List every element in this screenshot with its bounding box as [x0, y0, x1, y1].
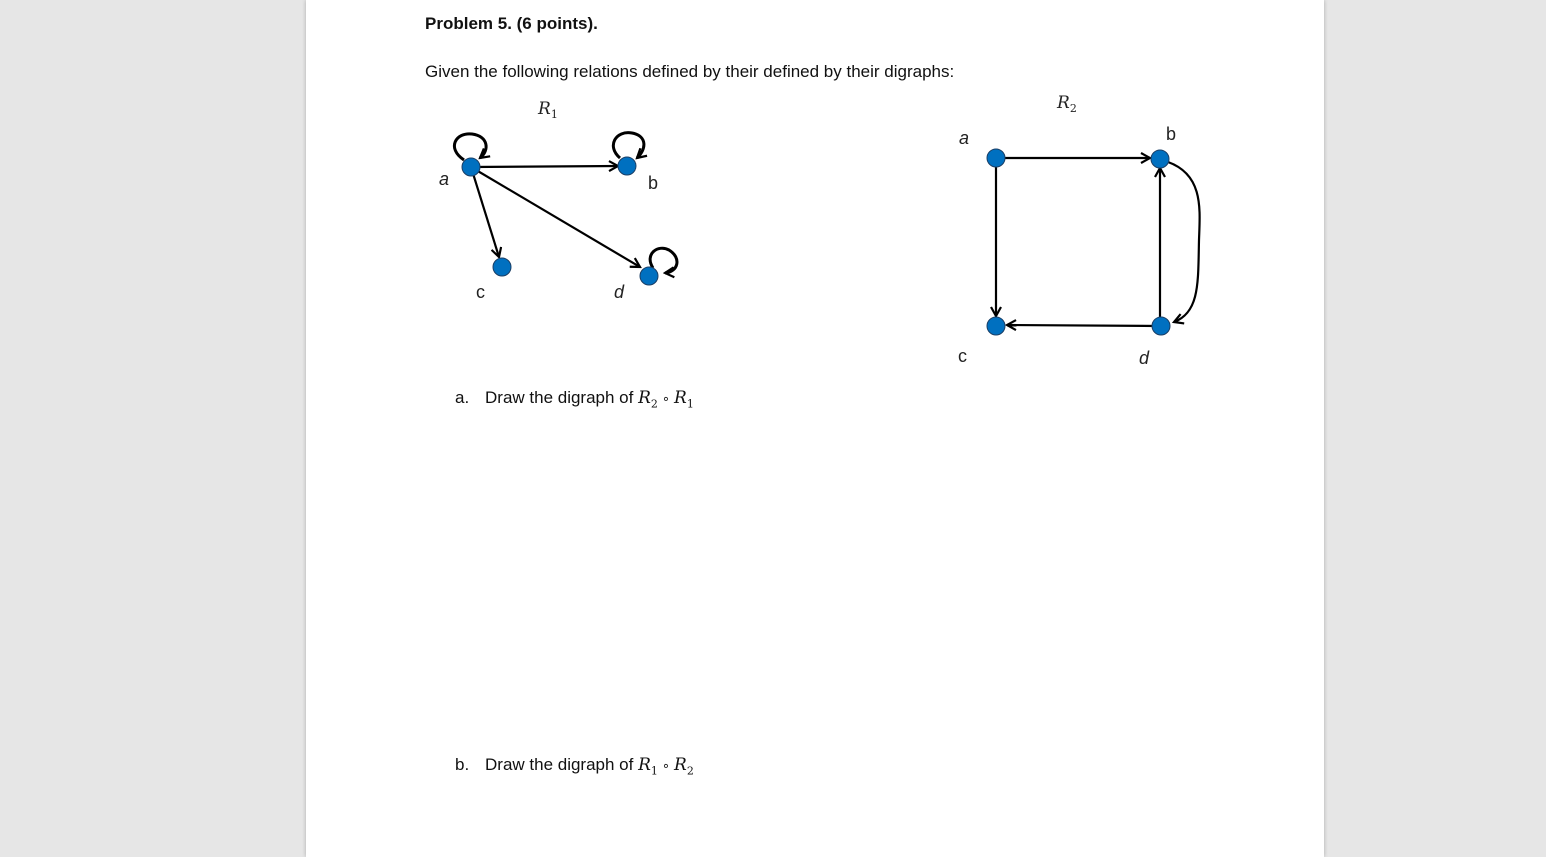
r1-title: $R_1$ [538, 99, 558, 121]
question-b [455, 755, 694, 777]
question-a [455, 388, 694, 410]
r1-label-d: d [614, 282, 625, 302]
r2-label-c: c [958, 346, 967, 366]
r2-label-b: b [1166, 124, 1177, 144]
r2-label-d: d [1139, 348, 1150, 368]
r2-node-b [1151, 150, 1169, 168]
r1-node-b [618, 157, 636, 175]
r1-edge-a-b [471, 166, 618, 167]
r1-node-c [493, 258, 511, 276]
question-b-text: Draw the digraph of [485, 755, 639, 774]
question-a-expression: $R_2$ ∘ $R_1$ [638, 388, 694, 411]
r1-node-d [640, 267, 658, 285]
question-a-letter: a. [455, 388, 470, 407]
question-b-expression: $R_1$ ∘ $R_2$ [638, 755, 694, 778]
r1-label-c: c [476, 282, 485, 302]
r2-edge-b-d [1168, 162, 1200, 322]
r1-digraph [439, 99, 677, 302]
r1-label-a: a [439, 169, 450, 189]
problem-title: Problem 5. (6 points). [425, 14, 598, 33]
digraphs-figure [306, 0, 1324, 857]
r1-label-b: b [648, 173, 659, 193]
r2-node-a [987, 149, 1005, 167]
document-page [306, 0, 1324, 857]
question-b-letter: b. [455, 755, 470, 774]
r1-loop-b [613, 133, 644, 158]
problem-intro: Given the following relations defined by their defined by their digraphs: [425, 62, 955, 81]
r1-node-a [462, 158, 480, 176]
r2-title: $R_2$ [1057, 93, 1077, 115]
question-a-text: Draw the digraph of [485, 388, 639, 407]
r2-edge-d-c [1007, 325, 1160, 326]
r2-node-d [1152, 317, 1170, 335]
r2-digraph [958, 93, 1200, 368]
r2-node-c [987, 317, 1005, 335]
r1-loop-a [454, 134, 486, 160]
r2-label-a: a [959, 128, 970, 148]
